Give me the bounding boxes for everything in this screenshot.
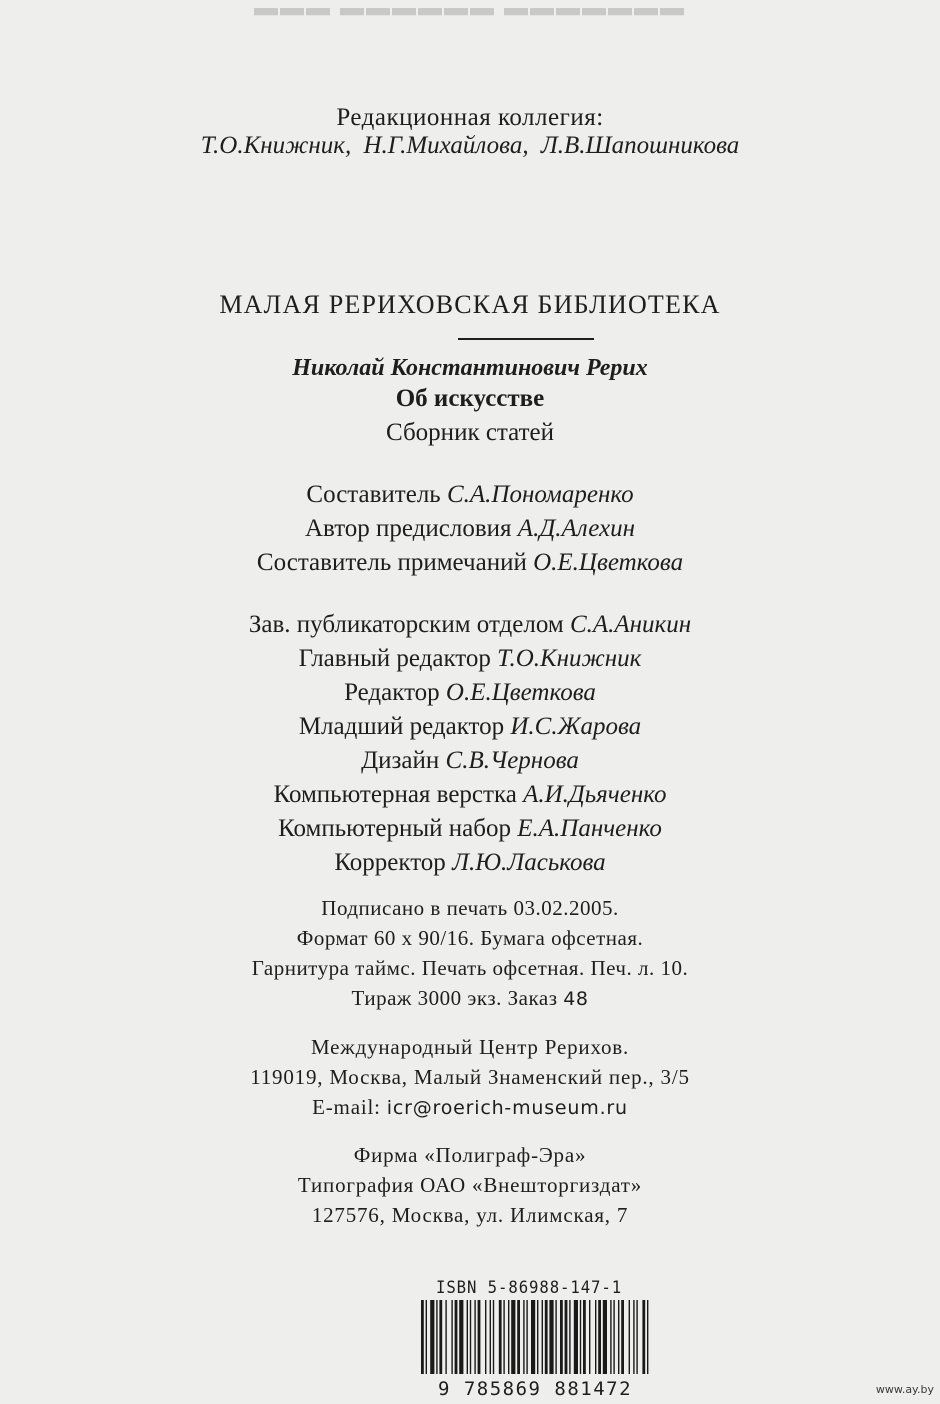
- series-title: МАЛАЯ РЕРИХОВСКАЯ БИБЛИОТЕКА: [219, 290, 721, 319]
- credits-group-1: [0, 478, 940, 580]
- print-run-line: Тираж 3000 экз. Заказ 48: [351, 986, 589, 1010]
- isbn-label: ISBN 5-86988-147-1: [436, 1278, 623, 1298]
- printer-info: Фирма «Полиграф-Эра» Типография ОАО «Внешторгиздат» 127576, Москва, ул. Илимская, 7: [297, 1143, 643, 1227]
- editorial-board-title: Редакционная коллегия:: [336, 104, 604, 131]
- bleed-through-text: ▬▬▬ ▬▬▬▬▬▬ ▬▬▬▬▬▬▬: [254, 2, 686, 28]
- credit-line: Составитель примечаний О.Е.Цветкова: [256, 549, 684, 576]
- credit-line: Зав. публикаторским отделом С.А.Аникин: [248, 611, 692, 638]
- book-subtitle: Сборник статей: [385, 419, 555, 446]
- author-name: Николай Константинович Рерих: [292, 355, 648, 381]
- credit-line: Составитель С.А.Пономаренко: [306, 481, 634, 508]
- credit-line: Компьютерная верстка А.И.Дьяченко: [273, 781, 667, 808]
- publisher-info: Международный Центр Рерихов. 119019, Москва, Малый Знаменский пер., 3/5 E-mail: icr@roerich-museum.ru: [0, 1032, 940, 1123]
- credit-line: Компьютерный набор Е.А.Панченко: [278, 815, 662, 842]
- watermark: www.ay.by: [875, 1383, 934, 1396]
- credit-line: Главный редактор Т.О.Книжник: [298, 645, 642, 672]
- credit-line: Корректор Л.Ю.Ласькова: [334, 849, 606, 876]
- credit-line: Автор предисловия А.Д.Алехин: [304, 515, 636, 542]
- divider-rule: [458, 338, 594, 340]
- barcode-digits: 9 785869 881472: [419, 1374, 651, 1404]
- credit-line: Дизайн С.В.Чернова: [361, 747, 579, 774]
- book-title: Об искусстве: [395, 385, 545, 412]
- credit-line: Младший редактор И.С.Жарова: [298, 713, 642, 740]
- credit-line: Редактор О.Е.Цветкова: [344, 679, 596, 706]
- editorial-board-names: Т.О.Книжник, Н.Г.Михайлова, Л.В.Шапошникова: [200, 132, 740, 159]
- email-address: icr@roerich-museum.ru: [386, 1097, 628, 1119]
- email-line: E-mail: icr@roerich-museum.ru: [312, 1095, 628, 1119]
- print-imprint: Подписано в печать 03.02.2005. Формат 60 х 90/16. Бумага офсетная. Гарнитура таймс. Печать офсетная. Печ. л. 10. Тираж 3000 экз. Заказ 48: [0, 893, 940, 1014]
- credits-group-2: [0, 608, 940, 880]
